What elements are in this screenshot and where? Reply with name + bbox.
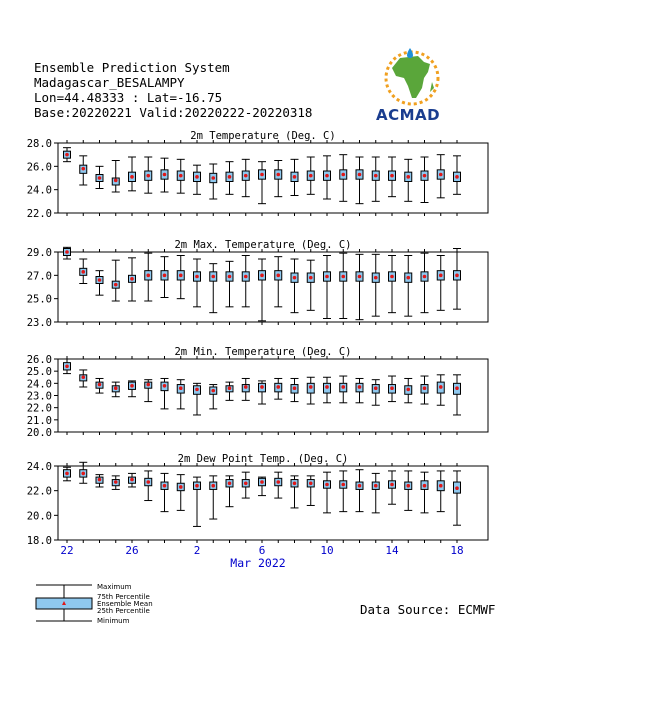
box-3 (96, 378, 104, 393)
x-tick-label: 14 (385, 544, 399, 557)
box-22 (404, 471, 412, 510)
box-5 (128, 258, 136, 301)
panel-frame (58, 252, 488, 322)
box-23 (421, 157, 429, 203)
y-tick-label: 26.0 (26, 354, 52, 366)
box-6 (144, 471, 152, 501)
mean-marker (439, 274, 443, 278)
box-2 (79, 156, 87, 185)
mean-marker (211, 176, 215, 180)
box-22 (404, 159, 412, 201)
y-tick-label: 25.0 (26, 366, 52, 379)
mean-marker (423, 275, 427, 279)
box-1 (63, 148, 71, 162)
mean-marker (81, 167, 85, 171)
mean-marker (423, 386, 427, 390)
mean-marker (455, 274, 459, 278)
header-line-4: Base:20220221 Valid:20220222-20220318 (34, 105, 313, 120)
box-24 (437, 155, 445, 198)
mean-marker (146, 480, 150, 484)
box-8 (177, 380, 185, 409)
x-tick-label: 6 (258, 544, 266, 557)
mean-marker (439, 173, 443, 177)
box-3 (96, 271, 104, 296)
box-16 (307, 377, 315, 404)
box-4 (112, 161, 120, 193)
mean-marker (374, 386, 378, 390)
mean-marker (98, 383, 102, 387)
mean-marker (130, 384, 134, 388)
box-20 (372, 380, 380, 406)
header-line-2: Madagascar_BESALAMPY (34, 75, 185, 90)
x-tick-label: 18 (450, 544, 464, 557)
mean-marker (439, 385, 443, 389)
box-8 (177, 256, 185, 299)
panel-title: 2m Min. Temperature (Deg. C) (174, 346, 352, 358)
mean-marker (114, 283, 118, 287)
mean-marker (163, 274, 167, 278)
box-20 (372, 157, 380, 201)
mean-marker (309, 385, 313, 389)
mean-marker (81, 472, 85, 476)
x-axis-month-label: Mar 2022 (230, 556, 286, 570)
mean-marker (260, 173, 264, 177)
mean-marker (228, 481, 232, 485)
x-tick-label: 22 (60, 544, 74, 557)
legend-mean: Ensemble Mean (97, 600, 153, 608)
box-14 (274, 472, 282, 498)
box-7 (161, 378, 169, 408)
mean-marker (260, 385, 264, 389)
mean-marker (114, 386, 118, 390)
box-2 (79, 370, 87, 387)
legend-box-glyph (34, 582, 94, 624)
box-19 (356, 378, 364, 402)
mean-marker (130, 478, 134, 482)
y-tick-label: 24.0 (26, 184, 52, 197)
box-3 (96, 166, 104, 188)
box-13 (258, 259, 266, 321)
box-18 (339, 253, 347, 318)
mean-marker (65, 365, 69, 369)
box-5 (128, 157, 136, 191)
box-15 (291, 259, 299, 313)
mean-marker (423, 484, 427, 488)
y-tick-label: 22.0 (26, 402, 52, 415)
box-22 (404, 256, 412, 317)
panel-frame (58, 466, 488, 540)
y-tick-label: 23.0 (26, 390, 52, 403)
box-6 (144, 380, 152, 402)
legend-p25: 25th Percentile (97, 607, 150, 615)
mean-marker (390, 483, 394, 487)
box-25 (453, 375, 461, 415)
mean-marker (276, 274, 280, 278)
mean-marker (195, 275, 199, 279)
box-9 (193, 165, 201, 194)
box-2 (79, 462, 87, 483)
mean-marker (390, 386, 394, 390)
box-25 (453, 249, 461, 310)
box-9 (193, 259, 201, 307)
mean-marker (260, 274, 264, 278)
y-tick-label: 18.0 (26, 535, 52, 547)
box-17 (323, 256, 331, 319)
mean-marker (163, 384, 167, 388)
mean-marker (211, 275, 215, 279)
mean-marker (406, 388, 410, 392)
mean-marker (114, 480, 118, 484)
box-12 (242, 256, 250, 307)
y-tick-label: 25.0 (26, 293, 52, 306)
box-15 (291, 476, 299, 508)
box-14 (274, 161, 282, 197)
mean-marker (293, 276, 297, 280)
mean-marker (309, 174, 313, 178)
y-tick-label: 26.0 (26, 161, 52, 174)
box-11 (226, 476, 234, 507)
box-23 (421, 253, 429, 312)
legend-maximum: Maximum (97, 583, 132, 591)
mean-marker (146, 274, 150, 278)
mean-marker (390, 174, 394, 178)
box-25 (453, 471, 461, 525)
y-tick-label: 20.0 (26, 510, 52, 523)
box-5 (128, 381, 136, 397)
mean-marker (325, 275, 329, 279)
mean-marker (325, 385, 329, 389)
mean-marker (195, 388, 199, 392)
mean-marker (309, 276, 313, 280)
box-19 (356, 470, 364, 512)
panel-1 (27, 130, 488, 220)
mean-marker (341, 385, 345, 389)
mean-marker (211, 389, 215, 393)
mean-marker (358, 275, 362, 279)
mean-marker (211, 484, 215, 488)
mean-marker (439, 484, 443, 488)
mean-marker (455, 486, 459, 490)
mean-marker (406, 276, 410, 280)
mean-marker (374, 484, 378, 488)
box-6 (144, 157, 152, 193)
x-tick-label: 10 (320, 544, 334, 557)
box-2 (79, 259, 87, 284)
y-tick-label: 22.0 (26, 485, 52, 498)
y-tick-label: 24.0 (26, 461, 52, 473)
x-tick-label: 26 (125, 544, 139, 557)
box-21 (388, 471, 396, 504)
box-12 (242, 472, 250, 498)
box-13 (258, 162, 266, 204)
y-tick-label: 23.0 (26, 317, 52, 329)
box-15 (291, 378, 299, 401)
header-line-1: Ensemble Prediction System (34, 60, 230, 75)
box-4 (112, 260, 120, 301)
mean-marker (130, 277, 134, 281)
box-11 (226, 162, 234, 195)
mean-marker (244, 481, 248, 485)
acmad-logo-text: ACMAD (376, 106, 441, 124)
panel-2 (27, 239, 488, 329)
mean-marker (244, 174, 248, 178)
box-20 (372, 254, 380, 316)
box-12 (242, 378, 250, 400)
box-17 (323, 156, 331, 199)
box-10 (209, 385, 217, 409)
y-tick-label: 29.0 (26, 247, 52, 259)
legend (34, 582, 94, 628)
mean-marker (390, 275, 394, 279)
mean-marker (195, 175, 199, 179)
legend-minimum: Minimum (97, 617, 130, 625)
mean-marker (228, 175, 232, 179)
box-9 (193, 477, 201, 526)
box-24 (437, 375, 445, 405)
mean-marker (163, 484, 167, 488)
mean-marker (276, 173, 280, 177)
mean-marker (325, 174, 329, 178)
mean-marker (276, 480, 280, 484)
mean-marker (276, 385, 280, 389)
box-5 (128, 473, 136, 487)
box-14 (274, 378, 282, 399)
box-8 (177, 475, 185, 511)
mean-marker (130, 175, 134, 179)
panel-3 (27, 346, 488, 439)
box-8 (177, 159, 185, 193)
mean-marker (423, 174, 427, 178)
box-7 (161, 473, 169, 511)
mean-marker (358, 484, 362, 488)
box-6 (144, 253, 152, 301)
box-17 (323, 472, 331, 513)
mean-marker (81, 270, 85, 274)
y-tick-label: 24.0 (26, 378, 52, 391)
panel-title: 2m Max. Temperature (Deg. C) (174, 239, 352, 251)
box-24 (437, 471, 445, 512)
mean-marker (341, 275, 345, 279)
panel-4 (27, 453, 488, 547)
mean-marker (293, 481, 297, 485)
box-19 (356, 254, 364, 319)
mean-marker (455, 386, 459, 390)
mean-marker (358, 173, 362, 177)
mean-marker (228, 275, 232, 279)
y-tick-label: 28.0 (26, 138, 52, 150)
box-19 (356, 157, 364, 204)
mean-marker (179, 274, 183, 278)
mean-marker (195, 484, 199, 488)
box-4 (112, 476, 120, 490)
mean-marker (98, 278, 102, 282)
box-13 (258, 477, 266, 496)
mean-marker (260, 480, 264, 484)
mean-marker (65, 250, 69, 254)
box-14 (274, 257, 282, 307)
box-24 (437, 256, 445, 311)
box-23 (421, 376, 429, 404)
box-10 (209, 476, 217, 519)
box-21 (388, 157, 396, 197)
box-10 (209, 164, 217, 199)
box-4 (112, 382, 120, 397)
mean-marker (163, 173, 167, 177)
box-7 (161, 158, 169, 192)
mean-marker (406, 484, 410, 488)
legend-p75: 75th Percentile (97, 593, 150, 601)
mean-marker (293, 175, 297, 179)
box-1 (63, 359, 71, 374)
mean-marker (179, 485, 183, 489)
box-10 (209, 264, 217, 313)
box-1 (63, 467, 71, 481)
box-21 (388, 376, 396, 402)
box-16 (307, 260, 315, 310)
box-25 (453, 156, 461, 195)
box-17 (323, 377, 331, 403)
mean-marker (179, 386, 183, 390)
mean-marker (81, 375, 85, 379)
box-11 (226, 382, 234, 400)
mean-marker (114, 179, 118, 183)
mean-marker (374, 174, 378, 178)
panel-title: 2m Temperature (Deg. C) (190, 130, 336, 142)
box-7 (161, 257, 169, 298)
box-3 (96, 475, 104, 487)
mean-marker (325, 483, 329, 487)
box-16 (307, 476, 315, 506)
mean-marker (65, 153, 69, 157)
box-20 (372, 473, 380, 512)
panel-frame (58, 359, 488, 432)
mean-marker (406, 175, 410, 179)
mean-marker (146, 383, 150, 387)
mean-marker (244, 275, 248, 279)
mean-marker (341, 173, 345, 177)
box-13 (258, 381, 266, 404)
mean-marker (341, 483, 345, 487)
x-tick-label: 2 (193, 544, 201, 557)
mean-marker (293, 386, 297, 390)
mean-marker (309, 481, 313, 485)
mean-marker (358, 385, 362, 389)
mean-marker (179, 174, 183, 178)
mean-marker (244, 385, 248, 389)
box-12 (242, 159, 250, 196)
mean-marker (98, 176, 102, 180)
box-9 (193, 383, 201, 415)
box-22 (404, 378, 412, 402)
mean-marker (455, 175, 459, 179)
mean-marker (98, 478, 102, 482)
box-15 (291, 159, 299, 195)
y-tick-label: 22.0 (26, 208, 52, 220)
box-21 (388, 256, 396, 313)
y-tick-label: 27.0 (26, 270, 52, 283)
y-tick-label: 21.0 (26, 414, 52, 427)
box-18 (339, 376, 347, 403)
header-line-3: Lon=44.48333 : Lat=-16.75 (34, 90, 223, 105)
box-18 (339, 471, 347, 512)
box-16 (307, 157, 315, 194)
box-1 (63, 247, 71, 259)
mean-marker (65, 472, 69, 476)
mean-marker (228, 386, 232, 390)
y-tick-label: 20.0 (26, 427, 52, 439)
box-23 (421, 472, 429, 513)
box-11 (226, 261, 234, 307)
box-18 (339, 155, 347, 202)
mean-marker (374, 276, 378, 280)
mean-marker (146, 174, 150, 178)
panel-title: 2m Dew Point Temp. (Deg. C) (177, 453, 349, 465)
data-source: Data Source: ECMWF (360, 602, 496, 617)
